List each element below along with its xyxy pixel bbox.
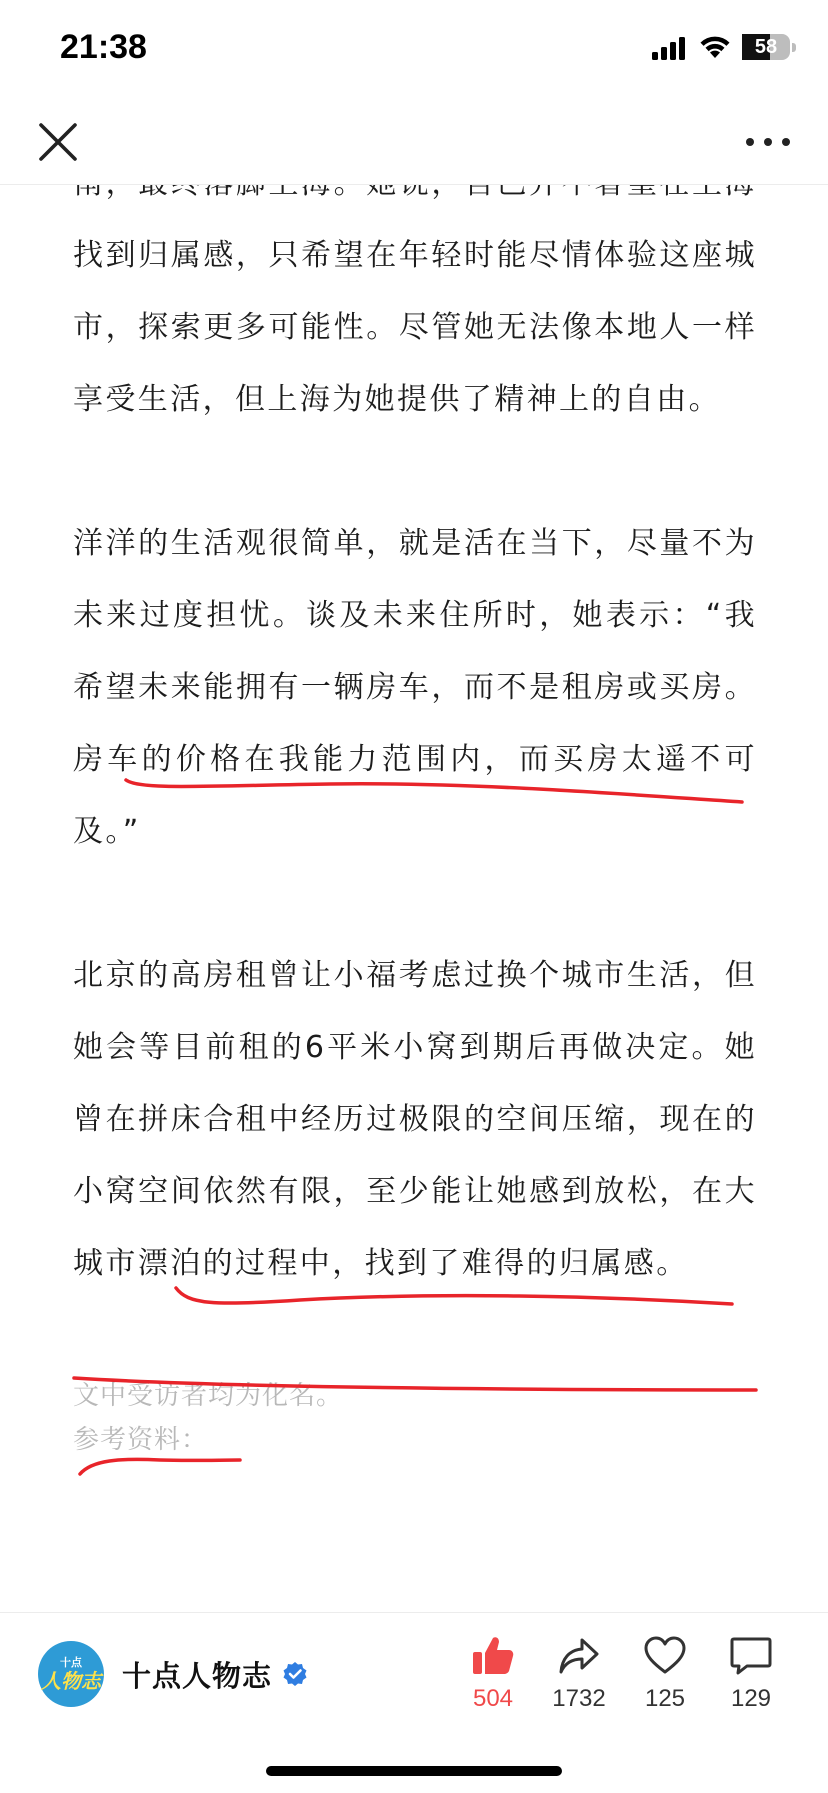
share-button[interactable]: [534, 1635, 624, 1713]
home-indicator[interactable]: [266, 1766, 562, 1776]
share-count: 1732: [552, 1685, 606, 1712]
paragraph-spacer: [73, 868, 757, 940]
author-info[interactable]: [38, 1641, 308, 1707]
share-arrow-icon: [557, 1635, 601, 1677]
nav-bar: [0, 100, 828, 185]
article-paragraph: 北京的高房租曾让小福考虑过换个城市生活，但她会等目前租的6平米小窝到期后再做决定。她曾在拼床合租中经历过极限的空间压缩，现在的小窝空间依然有限，至少能让她感到放松，在大城市漂泊的过程中，找到了难得的归属感。: [73, 958, 757, 1281]
article-paragraph: 找到归属感，只希望在年轻时能尽情体验这座城市，探索更多可能性。尽管她无法像本地人一样享受生活，但上海为她提供了精神上的自由。: [73, 238, 757, 417]
more-dots-icon: [740, 120, 796, 164]
paragraph-spacer: [73, 436, 757, 508]
verified-badge-icon: [282, 1661, 308, 1687]
comment-bubble-icon: [729, 1635, 773, 1677]
article-body: [73, 184, 757, 1604]
article-paragraph: 洋洋的生活观很简单，就是活在当下，尽量不为未来过度担忧。谈及未来住所时，她表示：“我希望未来能拥有一辆房车，而不是租房或买房。房车的价格在我能力范围内，而买房太遥不可及。”: [73, 526, 757, 849]
close-button[interactable]: [36, 120, 80, 164]
status-time: 21:38: [60, 28, 147, 66]
like-count: 504: [472, 1685, 514, 1712]
comment-button[interactable]: [706, 1635, 796, 1713]
favorite-button[interactable]: [620, 1635, 710, 1713]
avatar-text-main: 人物志: [41, 1669, 101, 1693]
more-options-button[interactable]: [740, 120, 796, 164]
article-notes: [73, 1374, 757, 1462]
wifi-icon: [698, 34, 732, 60]
battery-tip: [792, 43, 796, 52]
avatar[interactable]: [38, 1641, 104, 1707]
thumbs-up-icon: [471, 1635, 515, 1677]
status-bar: [0, 0, 828, 100]
comment-count: 129: [730, 1685, 772, 1712]
author-name[interactable]: 十点人物志: [122, 1658, 273, 1693]
avatar-text-small: 十点: [60, 1656, 82, 1669]
battery-percentage: 58: [754, 36, 778, 58]
interviewee-note: 文中受访者均为化名。: [73, 1381, 344, 1411]
references-label: 参考资料：: [73, 1425, 209, 1455]
cellular-signal-icon: [652, 36, 686, 60]
favorite-count: 125: [644, 1685, 686, 1712]
heart-icon: [643, 1635, 687, 1677]
close-icon: [36, 120, 80, 164]
like-button[interactable]: [448, 1635, 538, 1713]
battery-indicator: [742, 34, 790, 60]
